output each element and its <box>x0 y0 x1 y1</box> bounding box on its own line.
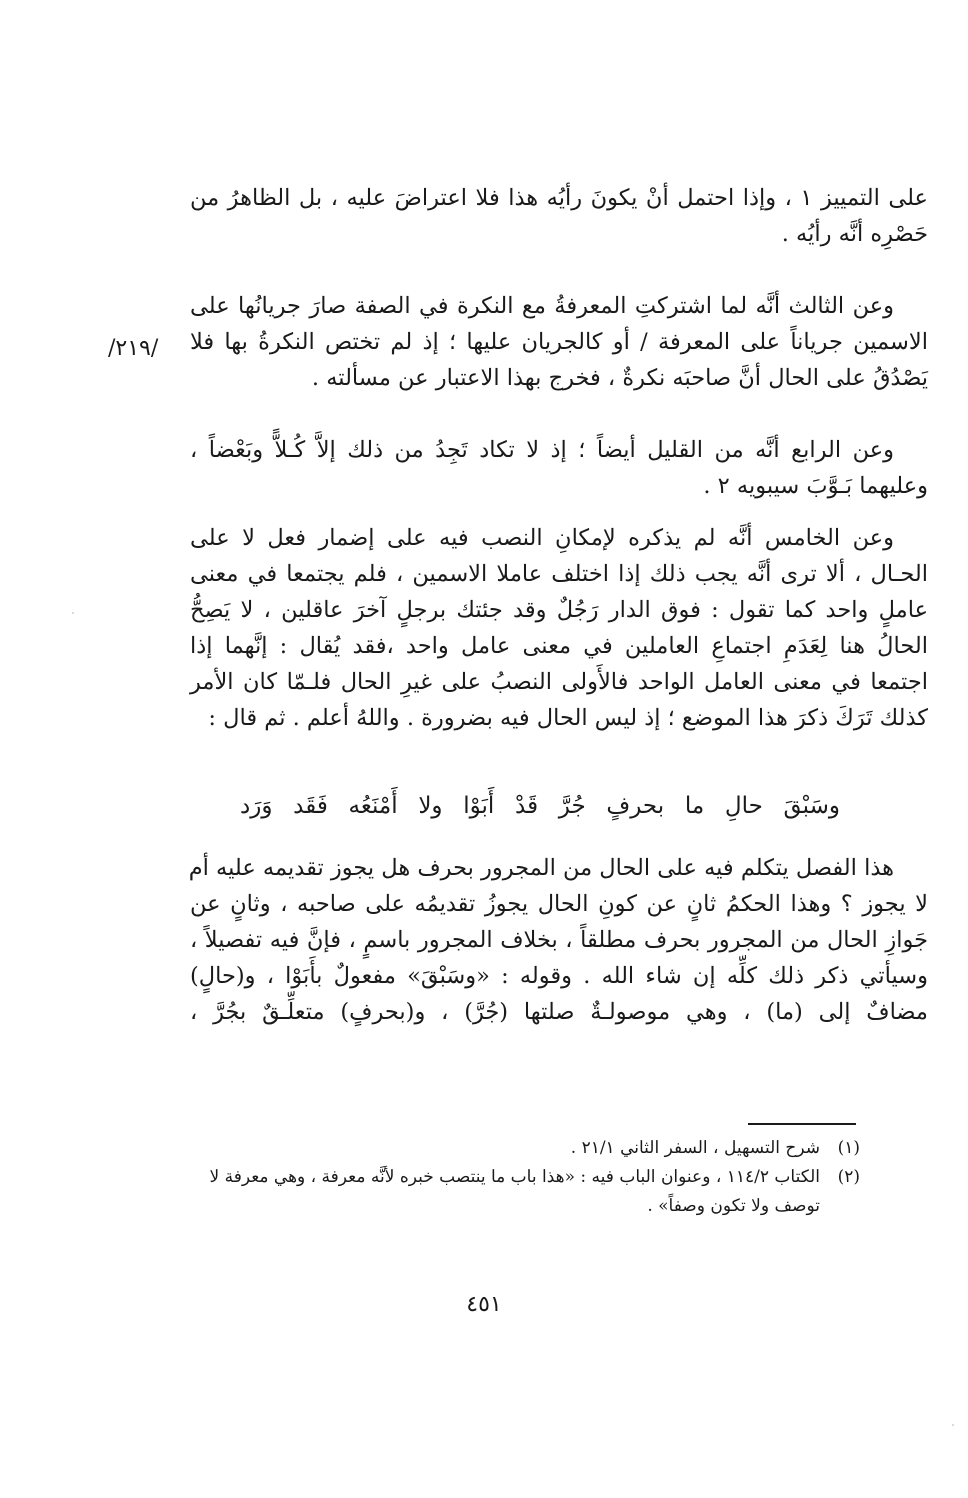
text-line: وعن الخامس أنَّه لم يذكره لإمكانِ النصب فيه على إضمار فعل لا على <box>190 525 894 551</box>
verse-word: بحرفٍ <box>606 793 665 819</box>
text-line: يَصْدُقُ على الحال أنَّ صاحبَه نكرةٌ ، فخرج بهذا الاعتبار عن مسألته . <box>311 365 928 391</box>
verse-line <box>240 788 840 824</box>
text-line: الحـال ، ألا ترى أنَّه يجب ذلك إذا اختلف عاملا الاسمين ، فلم يجتمعا في معنى <box>190 561 928 587</box>
paragraph-1 <box>190 180 928 252</box>
verse-word: فَقَد <box>293 793 328 819</box>
scan-speck <box>952 1424 954 1426</box>
footnote-1 <box>180 1134 860 1163</box>
text-line: لا يجوز ؟ وهذا الحكمُ ثانٍ عن كونِ الحال يجوزُ تقديمُه على صاحبه ، وثانٍ عن <box>190 891 928 917</box>
verse-word: ولا <box>418 793 443 819</box>
footnotes <box>180 1134 860 1221</box>
text-line: مضافٌ إلى (ما) ، وهي موصولـةٌ صلتها (جُرَّ) ، و(بحرفٍ) متعلِّـقٌ بجُرَّ ، <box>190 999 928 1025</box>
text-line: وعليهما بَـوَّبَ سيبويه ٢ . <box>703 473 928 499</box>
paragraph-5 <box>190 850 928 1030</box>
text-line: اجتمعا في معنى العامل الواحد فالأَولى النصبُ على غيرِ الحال فلـمّا كان الأمر <box>190 669 928 695</box>
footnote-separator <box>748 1123 856 1125</box>
footnote-text: شرح التسهيل ، السفر الثاني ٢١/١ . <box>570 1138 820 1158</box>
footnote-text <box>180 1163 820 1221</box>
verse-word: أَبَوْا <box>463 793 495 819</box>
text-line: الحالُ هنا لِعَدَمِ اجتماعِ العاملين في معنى عامل واحد ،فقد يُقال : إنَّهما إذا <box>190 633 928 659</box>
text-line: على التمييز ١ ، وإذا احتمل أنْ يكونَ رأيُه هذا فلا اعتراضَ عليه ، بل الظاهرُ من <box>190 185 928 211</box>
margin-folio-note: /٢١٩/ <box>108 336 159 361</box>
verse-word: أَمْنَعُه <box>348 793 398 819</box>
verse-word: وسَبْقَ <box>783 793 840 819</box>
text-line: وسيأتي ذكر ذلك كلِّه إن شاء الله . وقوله : «وسَبْقَ» مفعولٌ بأَبَوْا ، و(حالٍ) <box>190 963 928 989</box>
paragraph-2 <box>190 288 928 396</box>
text-line: وعن الثالث أنَّه لما اشتركتِ المعرفةُ مع النكرة في الصفة صارَ جريانُها على <box>190 293 894 319</box>
footnote-2 <box>180 1163 860 1221</box>
text-line: هذا الفصل يتكلم فيه على الحال من المجرور بحرف هل يجوز تقديمه عليه أم <box>188 855 894 881</box>
paragraph-3 <box>190 432 928 504</box>
text-line: كذلك تَرَكَ ذكرَ هذا الموضع ؛ إذ ليس الحال فيه بضرورة . واللهُ أعلم . ثم قال : <box>208 705 928 731</box>
footnote-text-line: الكتاب ١١٤/٢ ، وعنوان الباب فيه : «هذا باب ما ينتصب خبره لأنَّه معرفة ، وهي معرفة لا <box>209 1167 820 1187</box>
text-line: عاملٍ واحد كما تقول : فوق الدار رَجُلٌ وقد جئتك برجلٍ آخرَ عاقلين ، لا يَصِحُّ <box>190 597 928 623</box>
footnote-number: (٢) <box>837 1167 860 1187</box>
page-number: ٤٥١ <box>466 1292 502 1317</box>
verse-word: حالِ <box>724 793 763 819</box>
paragraph-4 <box>190 520 928 736</box>
footnote-text-line: توصف ولا تكون وصفاً» . <box>647 1196 820 1216</box>
verse-word: وَرَد <box>240 793 273 819</box>
text-line: وعن الرابع أنَّه من القليل أيضاً ؛ إذ لا تكاد تَجِدُ من ذلك إلاَّ كُـلاًّ وبَعْضاً ، <box>190 437 894 463</box>
text-line: الاسمين جرياناً على المعرفة / أو كالجريان عليها ؛ إذ لم تختص النكرةُ بها فلا <box>190 329 928 355</box>
scan-speck <box>72 612 74 614</box>
verse-word: جُرَّ <box>558 793 586 819</box>
text-line: جَوازِ الحال من المجرور بحرف مطلقاً ، بخلاف المجرور باسمٍ ، فإنَّ فيه تفصيلاً ، <box>190 927 928 953</box>
verse-word: ما <box>684 793 705 819</box>
text-line: حَصْرِه أنَّه رأيُه . <box>781 221 928 247</box>
verse-word: قَدْ <box>515 793 539 819</box>
footnote-number: (١) <box>837 1138 860 1158</box>
